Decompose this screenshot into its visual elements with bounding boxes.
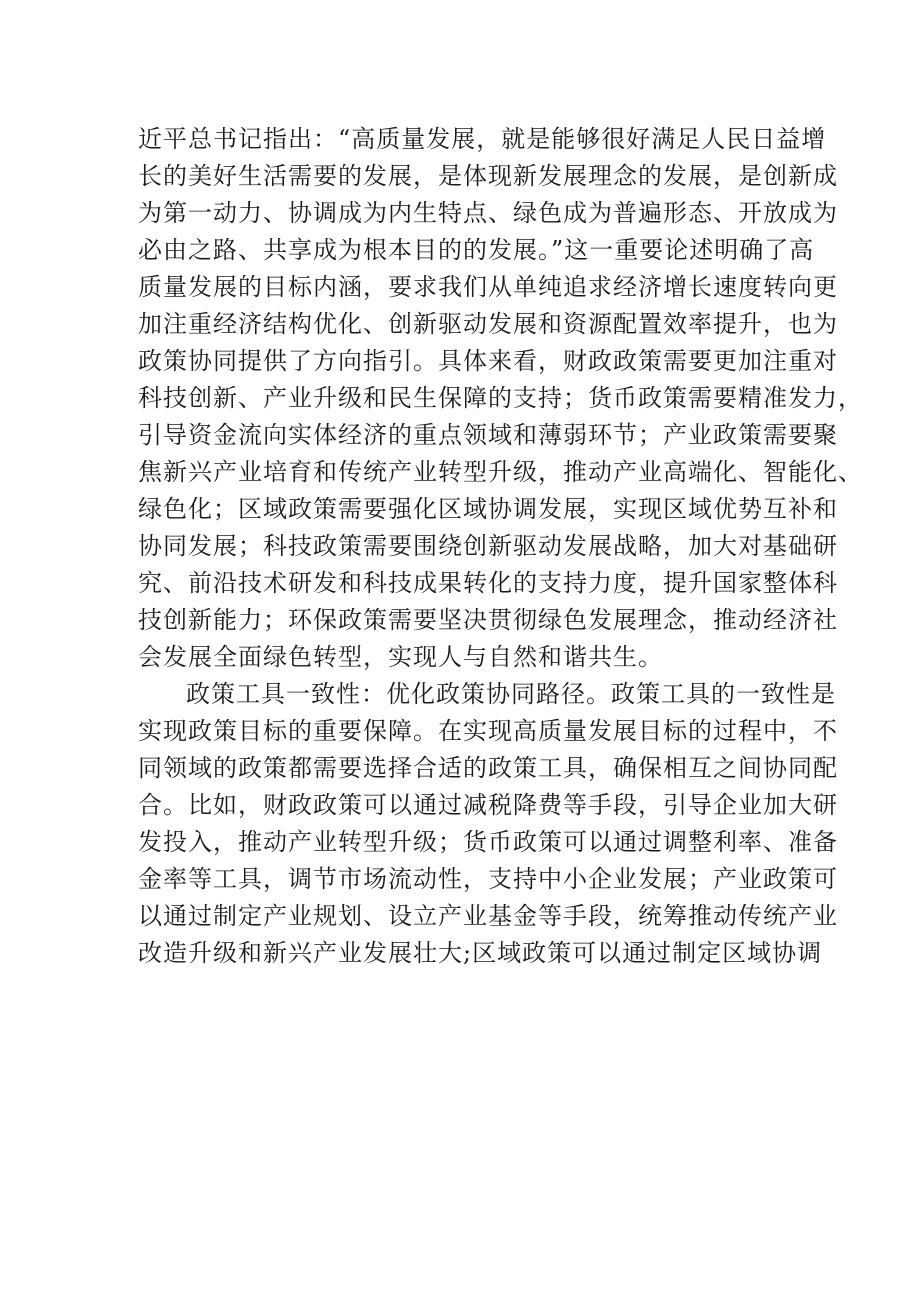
text-line: 协同发展；科技政策需要围绕创新驱动发展战略，加大对基础研	[138, 532, 838, 560]
text-line: 必由之路、共享成为根本目的的发展。”这一重要论述明确了高	[138, 236, 815, 264]
text-line: 科技创新、产业升级和民生保障的支持；货币政策需要精准发力，	[138, 384, 863, 412]
text-line: 实现政策目标的重要保障。在实现高质量发展目标的过程中，不	[138, 717, 838, 745]
text-line: 合。比如，财政政策可以通过减税降费等手段，引导企业加大研	[138, 791, 838, 819]
paragraph-1	[138, 121, 863, 676]
text-line: 金率等工具，调节市场流动性，支持中小企业发展；产业政策可	[138, 865, 838, 893]
text-line: 质量发展的目标内涵，要求我们从单纯追求经济增长速度转向更	[138, 273, 838, 301]
text-line: 焦新兴产业培育和传统产业转型升级，推动产业高端化、智能化、	[138, 458, 863, 486]
text-line: 加注重经济结构优化、创新驱动发展和资源配置效率提升，也为	[138, 310, 838, 338]
text-line: 近平总书记指出：“高质量发展，就是能够很好满足人民日益增	[138, 125, 827, 153]
text-line: 究、前沿技术研发和科技成果转化的支持力度，提升国家整体科	[138, 569, 838, 597]
text-line: 技创新能力；环保政策需要坚决贯彻绿色发展理念，推动经济社	[138, 606, 838, 634]
text-line: 政策协同提供了方向指引。具体来看，财政政策需要更加注重对	[138, 347, 838, 375]
text-line-indented: 政策工具一致性：优化政策协同路径。政策工具的一致性是	[186, 680, 836, 708]
text-line: 以通过制定产业规划、设立产业基金等手段，统筹推动传统产业	[138, 902, 838, 930]
text-line: 引导资金流向实体经济的重点领域和薄弱环节；产业政策需要聚	[138, 421, 838, 449]
text-line: 同领域的政策都需要选择合适的政策工具，确保相互之间协同配	[138, 754, 838, 782]
text-line: 为第一动力、协调成为内生特点、绿色成为普遍形态、开放成为	[138, 199, 838, 227]
text-line: 会发展全面绿色转型，实现人与自然和谐共生。	[138, 643, 663, 671]
text-line: 改造升级和新兴产业发展壮大;区域政策可以通过制定区域协调	[138, 939, 823, 967]
text-line: 长的美好生活需要的发展，是体现新发展理念的发展，是创新成	[138, 162, 838, 190]
text-line: 发投入，推动产业转型升级；货币政策可以通过调整利率、准备	[138, 828, 838, 856]
body-text	[138, 121, 863, 972]
text-line: 绿色化；区域政策需要强化区域协调发展，实现区域优势互补和	[138, 495, 838, 523]
paragraph-2	[138, 676, 838, 972]
